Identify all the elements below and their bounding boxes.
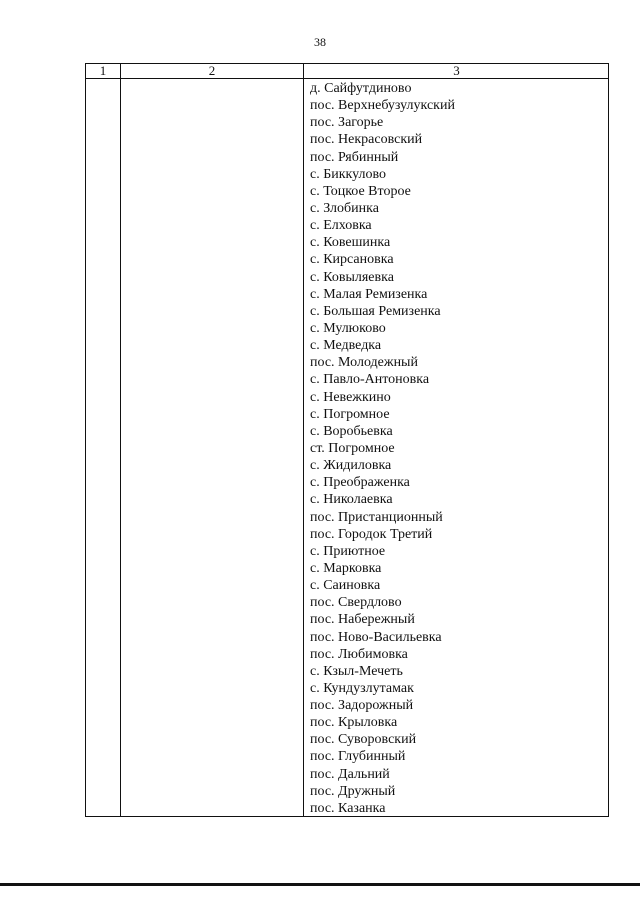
settlement-item: пос. Глубинный xyxy=(310,749,406,765)
settlement-item: пос. Пристанционный xyxy=(310,509,443,525)
page-number: 38 xyxy=(314,35,326,49)
settlement-item: с. Кирсановка xyxy=(310,252,394,268)
column-divider-1 xyxy=(120,64,121,816)
settlement-item: с. Преображенка xyxy=(310,475,410,491)
settlement-item: пос. Любимовка xyxy=(310,646,408,662)
settlement-item: пос. Молодежный xyxy=(310,355,418,371)
column-divider-2 xyxy=(303,64,304,816)
table-header-row xyxy=(86,64,608,79)
settlement-item: с. Злобинка xyxy=(310,200,379,216)
settlement-item: с. Погромное xyxy=(310,406,390,422)
settlement-item: ст. Погромное xyxy=(310,440,395,456)
settlement-item: с. Жидиловка xyxy=(310,458,392,474)
settlement-item: с. Большая Ремизенка xyxy=(310,303,441,319)
settlement-item: д. Сайфутдиново xyxy=(310,81,412,96)
settlement-item: пос. Казанка xyxy=(310,800,386,816)
settlement-item: пос. Свердлово xyxy=(310,595,402,611)
settlement-item: пос. Крыловка xyxy=(310,715,398,731)
settlement-item: с. Саиновка xyxy=(310,578,381,594)
settlement-item: с. Мулюково xyxy=(310,320,386,336)
settlement-item: с. Тоцкое Второе xyxy=(310,183,411,199)
settlement-item: пос. Рябинный xyxy=(310,149,399,165)
settlement-item: с. Ковешинка xyxy=(310,235,391,251)
settlement-item: с. Малая Ремизенка xyxy=(310,286,428,302)
settlement-item: с. Биккулово xyxy=(310,166,387,182)
footer-rule xyxy=(0,883,640,886)
settlement-item: с. Невежкино xyxy=(310,389,391,405)
settlement-item: с. Ковыляевка xyxy=(310,269,394,285)
settlement-item: с. Николаевка xyxy=(310,492,393,508)
settlement-item: пос. Некрасовский xyxy=(310,132,423,148)
settlement-item: пос. Городок Третий xyxy=(310,526,433,542)
header-cell-col3: 3 xyxy=(453,63,460,78)
settlement-item: пос. Задорожный xyxy=(310,698,414,714)
settlement-item: пос. Суворовский xyxy=(310,732,417,748)
settlement-item: с. Приютное xyxy=(310,543,386,559)
settlement-list xyxy=(310,80,604,817)
settlement-item: с. Марковка xyxy=(310,560,382,576)
settlement-item: с. Елховка xyxy=(310,218,372,234)
settlements-table xyxy=(85,63,609,817)
settlement-item: пос. Дальний xyxy=(310,766,390,782)
settlement-item: пос. Дружный xyxy=(310,783,396,799)
settlement-item: пос. Загорье xyxy=(310,115,384,131)
header-cell-col1: 1 xyxy=(99,63,107,78)
settlement-item: пос. Верхнебузулукский xyxy=(310,98,455,114)
settlement-item: пос. Набережный xyxy=(310,612,415,628)
settlement-item: с. Кзыл-Мечеть xyxy=(310,663,403,679)
settlement-item: пос. Ново-Васильевка xyxy=(310,629,442,645)
header-cell-col2: 2 xyxy=(208,63,216,78)
settlement-item: с. Воробьевка xyxy=(310,423,393,439)
settlement-item: с. Медведка xyxy=(310,338,382,354)
settlement-item: с. Кундузлутамак xyxy=(310,680,414,696)
settlement-item: с. Павло-Антоновка xyxy=(310,372,430,388)
